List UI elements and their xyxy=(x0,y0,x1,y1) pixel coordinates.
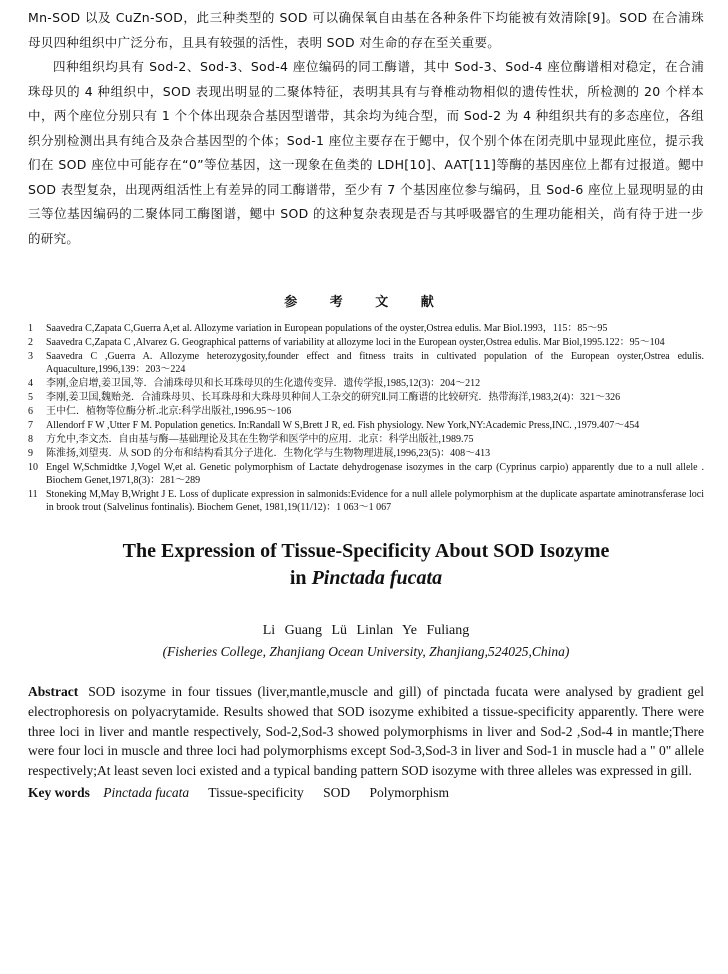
reference-number: 8 xyxy=(28,434,33,445)
reference-text: 李刚,金启增,姜卫国,等．合浦珠母贝和长耳珠母贝的生化遗传变异．遗传学报,1985,12(3)：204～212 xyxy=(46,378,481,389)
reference-number: 2 xyxy=(28,337,33,348)
reference-text: Engel W,Schmidtke J,Vogel W,et al. Genetic polymorphism of Lactate dehydrogenase isozymes in the carp (Cyprinus carpio) apparently due to a null allele . Biochem Genet,1971,8(3)：281～289 xyxy=(46,462,704,486)
reference-number: 10 xyxy=(28,462,38,473)
affiliation: (Fisheries College, Zhanjiang Ocean University, Zhanjiang,524025,China) xyxy=(162,644,570,659)
reference-item xyxy=(28,488,704,514)
reference-text: Saavedra C ,Guerra A. Allozyme heterozygosity,founder effect and fitness traits in cultivated population of the European oyster,Ostrea edulis. Aquaculture,1996,139：203～224 xyxy=(46,351,704,375)
abstract xyxy=(28,682,704,781)
chinese-body-text xyxy=(28,6,704,251)
references-list xyxy=(28,322,704,514)
body-paragraph-2: 四种组织均具有 Sod-2、Sod-3、Sod-4 座位编码的同工酶谱，其中 Sod-3、Sod-4 座位酶谱相对稳定，在合浦珠母贝的 4 种组织中，SOD 表现出明显的二聚体特征，表明其具有与脊椎动物相似的遗传性状，所检测的 20 个样本中，两个座位分别只有 1 个个体出现杂合基因型谱带，其余均为纯合型，而 Sod-2 为 4 种组织共有的多态座位，各组织分别检测出具有纯合及杂合基因型的个体；Sod-1 座位主要存在于鳃中，仅个别个体在闭壳肌中显现此座位，提示我们在 SOD 座位中可能存在“0”等位基因，这一现象在鱼类的 LDH[10]、AAT[11]等酶的基因座位上都有过报道。鳃中 SOD 表型复杂，出现两组活性上有差异的同工酶谱带，至少有 7 个基因座位参与编码，且 Sod-6 座位上显现明显的由三等位基因编码的二聚体同工酶图谱，鳃中 SOD 的这种复杂表现是否与其呼吸器官的生理功能相关，尚有待于进一步的研究。 xyxy=(28,59,704,246)
reference-text: Stoneking M,May B,Wright J E. Loss of duplicate expression in salmonids:Evidence for a null allele polymorphism at the duplicate aspartate aminotransferase loci in brook trout (Salvelinus fontinalis). Biochem Genet, 1981,19(11/12)：1 063～1 067 xyxy=(46,489,704,513)
english-title-line-1: The Expression of Tissue-Specificity About SOD Isozyme xyxy=(122,540,610,562)
title-prefix: in xyxy=(289,567,307,589)
reference-number: 3 xyxy=(28,351,33,362)
reference-item xyxy=(28,336,704,349)
title-species: Pinctada fucata xyxy=(311,567,443,589)
reference-item xyxy=(28,350,704,376)
keyword-item: Tissue-specificity xyxy=(208,784,304,800)
reference-text: 方允中,李文杰．自由基与酶—基础理论及其在生物学和医学中的应用．北京：科学出版社,1989.75 xyxy=(46,434,474,445)
reference-item xyxy=(28,447,704,460)
reference-number: 9 xyxy=(28,448,33,459)
keyword-item: Pinctada fucata xyxy=(103,784,190,800)
keywords xyxy=(28,783,704,803)
keywords-label: Key words xyxy=(28,784,90,800)
abstract-text: SOD isozyme in four tissues (liver,mantle,muscle and gill) of pinctada fucata were analysed by gradient gel electrophoresis on polyacrytamide. Results showed that SOD isozyme exhibited a tissue-specificity apparently. There were three loci in liver and mantle respectively, Sod-2,Sod-3 showed polymorphisms in liver and Sod-2 ,Sod-4 in mantle;There were four loci in muscle and three loci had polymorphisms except Sod-3,Sod-3 in liver and Sod-1 in muscle had a " 0" allele respectively;At least seven loci existed and a typical banding pattern SOD isozyme with three alleles was expressed in gill. xyxy=(28,684,704,779)
english-title-line-2 xyxy=(28,565,704,592)
reference-number: 5 xyxy=(28,392,33,403)
reference-item xyxy=(28,419,704,432)
body-paragraph-1: Mn-SOD 以及 CuZn-SOD，此三种类型的 SOD 可以确保氧自由基在各种条件下均能被有效清除[9]。SOD 在合浦珠母贝四种组织中广泛分布，且具有较强的活性，表明 SOD 对生命的存在至关重要。 xyxy=(28,10,704,50)
reference-item xyxy=(28,391,704,404)
reference-text: Saavedra C,Zapata C ,Alvarez G. Geographical patterns of variability at allozyme loci in the European oyster,Ostrea edulis. Mar Biol,1995.122：95～104 xyxy=(46,337,665,348)
english-title xyxy=(28,538,704,592)
reference-item xyxy=(28,405,704,418)
reference-number: 6 xyxy=(28,406,33,417)
keyword-item: SOD xyxy=(323,784,351,800)
reference-item xyxy=(28,377,704,390)
reference-item xyxy=(28,433,704,446)
abstract-label: Abstract xyxy=(28,684,79,699)
reference-text: 王中仁．植物等位酶分析.北京:科学出版社,1996.95～106 xyxy=(46,406,292,417)
reference-text: 李刚,姜卫国,魏贻尧．合浦珠母贝、长耳珠母和大珠母贝种间人工杂交的研究Ⅱ.同工酶谱的比较研究．热带海洋,1983,2(4)：321～326 xyxy=(46,392,621,403)
reference-item xyxy=(28,322,704,335)
reference-item xyxy=(28,461,704,487)
authors: Li Guang Lü Linlan Ye Fuliang xyxy=(262,623,470,638)
reference-number: 1 xyxy=(28,323,33,334)
reference-text: 陈淮扬,刘望夷．从 SOD 的分布和结构看其分子进化．生物化学与生物物理进展,1996,23(5)：408～413 xyxy=(46,448,491,459)
reference-number: 4 xyxy=(28,378,33,389)
references-heading: 参 考 文 献 xyxy=(284,295,448,310)
reference-number: 7 xyxy=(28,420,33,431)
reference-number: 11 xyxy=(28,489,38,500)
reference-text: Saavedra C,Zapata C,Guerra A,et al. Allozyme variation in European populations of the oyster,Ostrea edulis. Mar Biol.1993，115：85～95 xyxy=(46,323,608,334)
keyword-item: Polymorphism xyxy=(369,784,450,800)
reference-text: Allendorf F W ,Utter F M. Population genetics. In:Randall W S,Brett J R, ed. Fish physiology. New York,NY:Academic Press,INC. ,1979.407～454 xyxy=(46,420,640,431)
